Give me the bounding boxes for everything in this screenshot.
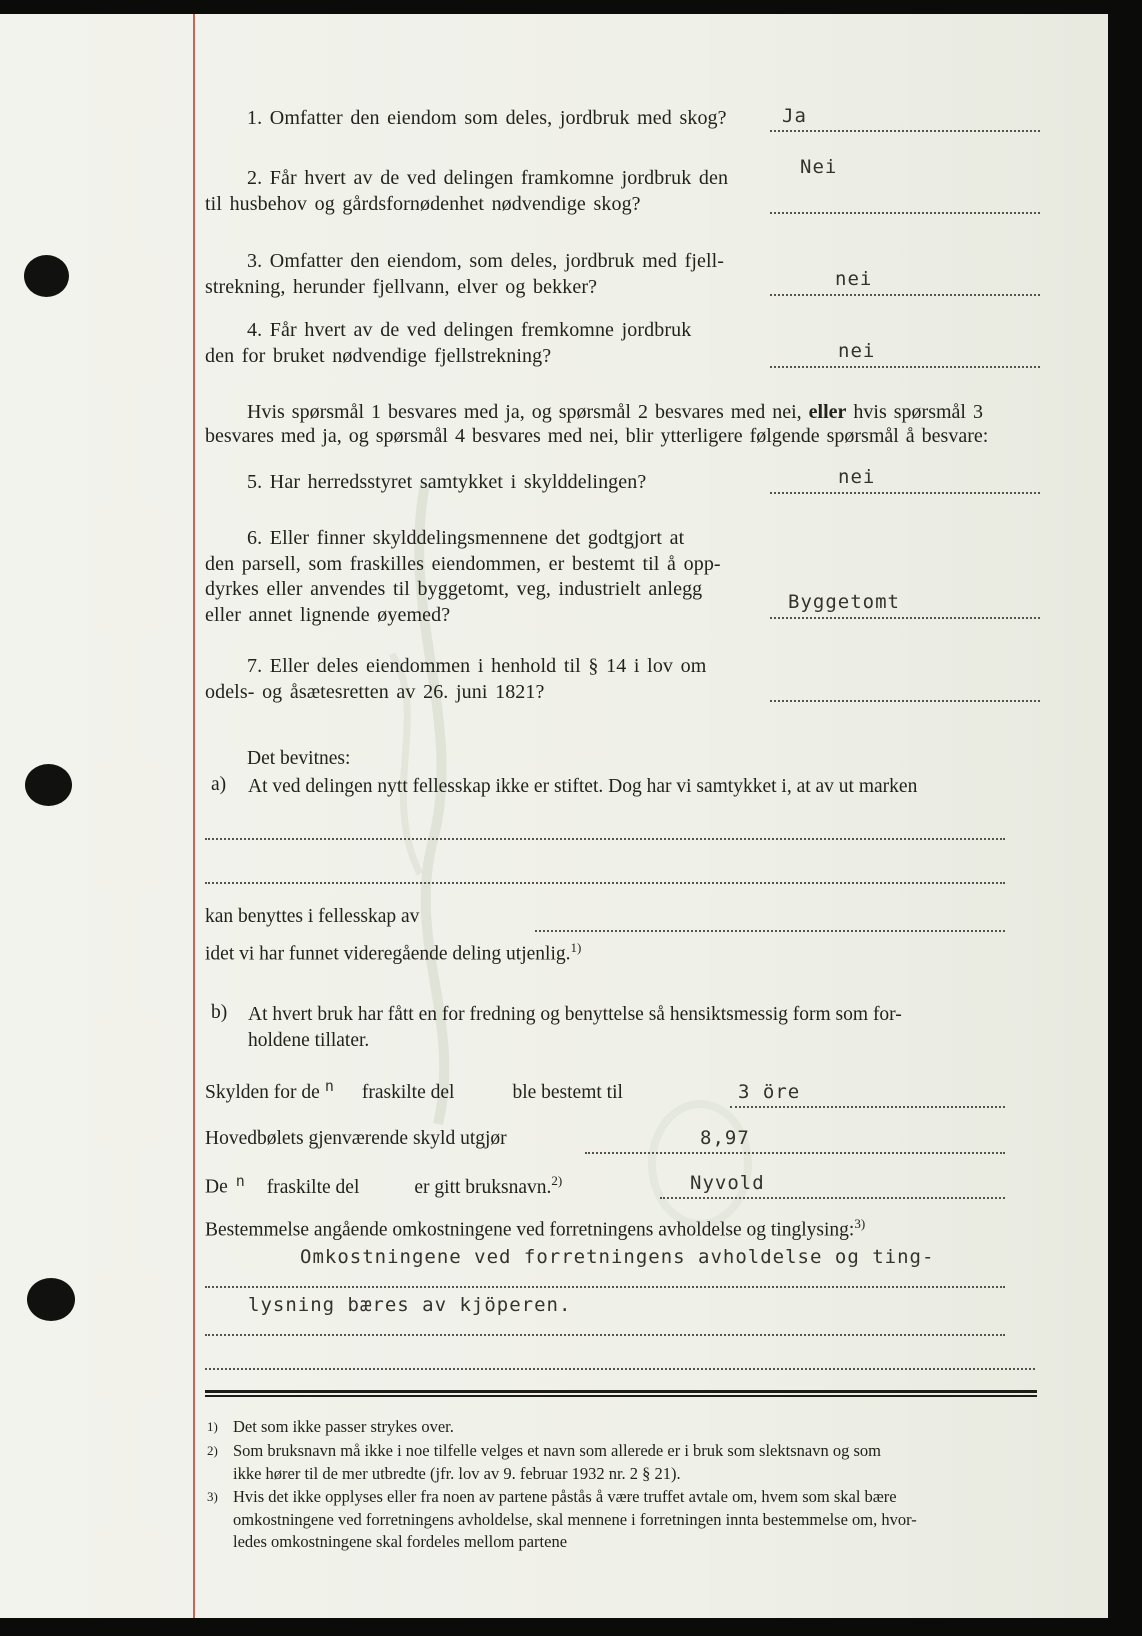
question-line: til husbehov og gårdsfornødenhet nødvendige skog? [205, 192, 641, 215]
typed-answer-5: nei [838, 466, 876, 488]
typed-n-2: n [235, 1171, 245, 1190]
conditions-line-1 [205, 400, 1010, 424]
question-7 [205, 654, 780, 705]
certification-item-b [205, 1002, 1040, 1054]
footnote-1-text [233, 1416, 1033, 1439]
footnote-2-text [233, 1440, 1033, 1485]
scan-border-top [0, 0, 1142, 14]
footnote-line: ledes omkostningene skal fordeles mellom partene [233, 1532, 568, 1551]
field-bruksnavn-pre: De [205, 1176, 228, 1198]
blank-write-line-3 [205, 1342, 1035, 1370]
typed-cost-text-2: lysning bæres av kjöperen. [248, 1294, 572, 1316]
certification-b-line1: At hvert bruk har fått en for fredning og benyttelse så hensiktsmessig form som for- [248, 1004, 902, 1025]
punch-hole-3 [27, 1278, 75, 1321]
field-skyld-label: ble bestemt til [512, 1082, 623, 1103]
typed-answer-6: Byggetomt [788, 591, 900, 613]
fellesskap-fill-line [535, 902, 1005, 932]
footnote-1-marker: 1) [207, 1419, 218, 1434]
certification-b-text [248, 1002, 1043, 1054]
typed-skyld-answer: 3 öre [738, 1081, 801, 1103]
idet-text: idet vi har funnet videregående deling utjenlig. [205, 943, 571, 965]
certification-item-a [205, 774, 1040, 800]
footnote-ref-1: 1) [570, 940, 582, 955]
question-4 [205, 318, 780, 369]
footnote-2-marker: 2) [207, 1443, 218, 1458]
footnote-line: Hvis det ikke opplyses eller fra noen av partene påstås å være truffet avtale om, hvem som skal bære [233, 1487, 897, 1506]
typed-bruksnavn-answer: Nyvold [690, 1172, 765, 1194]
question-1 [205, 106, 780, 132]
typed-hovedbol-answer: 8,97 [700, 1127, 750, 1149]
typed-answer-3: nei [835, 268, 873, 290]
footnote-ref-3: 3) [854, 1216, 866, 1231]
typed-n-1: n [324, 1077, 334, 1095]
typed-answer-4: nei [838, 340, 876, 362]
question-3 [205, 249, 780, 300]
punch-hole-1 [24, 255, 69, 297]
typed-cost-line-2 [205, 1294, 1005, 1336]
certification-heading: Det bevitnes: [247, 748, 351, 769]
answer-line-3 [770, 252, 1040, 296]
question-line: 3. Omfatter den eiendom, som deles, jordbruk med fjell- [247, 250, 725, 272]
scan-border-right [1108, 0, 1142, 1636]
field-bruksnavn [205, 1173, 1005, 1199]
question-2 [205, 166, 780, 217]
field-bruksnavn-mid: fraskilte del [266, 1176, 360, 1198]
question-line: 1. Omfatter den eiendom som deles, jordbruk med skog? [247, 107, 727, 129]
question-line: eller annet lignende øyemed? [205, 603, 451, 626]
question-line: strekning, herunder fjellvann, elver og bekker? [205, 275, 598, 298]
typed-answer-2: Nei [800, 156, 838, 178]
costs-heading-text: Bestemmelse angående omkostningene ved forretningens avholdelse og tinglysing: [205, 1219, 855, 1241]
conditions-paragraph [205, 400, 1010, 448]
answer-line-5 [770, 452, 1040, 494]
footnote-line: Det som ikke passer strykes over. [233, 1417, 454, 1436]
question-6 [205, 526, 780, 628]
question-line: den parsell, som fraskilles eiendommen, er bestemt til å opp- [205, 552, 721, 575]
certification-b-line2: holdene tillater. [248, 1030, 370, 1051]
answer-line-4 [770, 324, 1040, 368]
field-hovedbol-label: Hovedbølets gjenværende skyld utgjør [205, 1128, 507, 1149]
field-bruksnavn-fill [660, 1171, 1005, 1199]
margin-rule [193, 14, 195, 1618]
field-bruksnavn-label: er gitt bruksnavn. [414, 1176, 552, 1198]
question-5 [205, 470, 780, 496]
question-line: 6. Eller finner skylddelingsmennene det godtgjort at [247, 527, 685, 549]
field-skyld-fill [730, 1080, 1005, 1108]
scan-border-bottom [0, 1618, 1142, 1636]
footnote-line: ikke hører til de mer utbredte (jfr. lov av 9. februar 1932 nr. 2 § 21). [233, 1463, 681, 1483]
question-line: 2. Får hvert av de ved delingen framkomne jordbruk den [247, 167, 729, 189]
blank-write-line-1 [205, 812, 1005, 840]
item-marker-a: a) [211, 774, 227, 795]
question-line: 7. Eller deles eiendommen i henhold til § 14 i lov om [247, 655, 707, 677]
answer-line-2 [770, 152, 1040, 214]
costs-heading [205, 1216, 865, 1242]
conditions-text: Hvis spørsmål 1 besvares med ja, og spørsmål 2 besvares med nei, [247, 401, 809, 423]
question-line: 4. Får hvert av de ved delingen fremkomne jordbruk [247, 319, 692, 341]
footnote-ref-2: 2) [551, 1173, 563, 1188]
field-skyld-pre: Skylden for de [205, 1082, 320, 1103]
answer-line-6 [770, 572, 1040, 619]
fellesskap-label: kan benyttes i fellesskap av [205, 906, 420, 927]
conditions-text: hvis spørsmål 3 [846, 401, 983, 423]
separator-line-1 [205, 1390, 1037, 1393]
blank-write-line-2 [205, 856, 1005, 884]
typed-cost-line-1 [205, 1244, 1005, 1288]
answer-line-1 [770, 98, 1040, 132]
fellesskap-row [205, 904, 1005, 932]
question-line: den for bruket nødvendige fjellstrekning? [205, 344, 552, 367]
conditions-bold-word: eller [808, 401, 847, 423]
answer-line-7 [770, 662, 1040, 702]
typed-answer-1: Ja [782, 105, 807, 127]
question-line: dyrkes eller anvendes til byggetomt, veg, industrielt anlegg [205, 578, 703, 600]
footnote-line: Som bruksnavn må ikke i noe tilfelle velges et navn som allerede er i bruk som slektsnavn og som [233, 1441, 881, 1460]
typed-cost-text-1: Omkostningene ved forretningens avholdelse og ting- [300, 1246, 935, 1268]
footnote-separator [205, 1390, 1037, 1397]
footnote-3-text [233, 1486, 1033, 1554]
field-hovedbol [205, 1128, 1005, 1154]
certification-a-text: At ved delingen nytt fellesskap ikke er stiftet. Dog har vi samtykket i, at av ut marken [248, 776, 918, 797]
footnote-line: omkostningene ved forretningens avholdelse, skal mennene i forretningen innta bestemmelse om, hvor- [233, 1509, 917, 1529]
field-skyld [205, 1077, 1005, 1108]
field-hovedbol-fill [585, 1126, 1005, 1154]
conditions-line-2: besvares med ja, og spørsmål 4 besvares med nei, blir ytterligere følgende spørsmål å besvare: [205, 425, 989, 447]
question-line: 5. Har herredsstyret samtykket i skylddelingen? [247, 471, 647, 493]
idet-line [205, 940, 581, 966]
separator-line-2 [205, 1395, 1037, 1397]
document-page [0, 14, 1108, 1618]
item-marker-b: b) [211, 1002, 228, 1023]
field-skyld-mid: fraskilte del [361, 1082, 455, 1103]
punch-hole-2 [25, 764, 72, 806]
question-line: odels- og åsætesretten av 26. juni 1821? [205, 680, 545, 703]
footnote-3-marker: 3) [207, 1489, 218, 1504]
